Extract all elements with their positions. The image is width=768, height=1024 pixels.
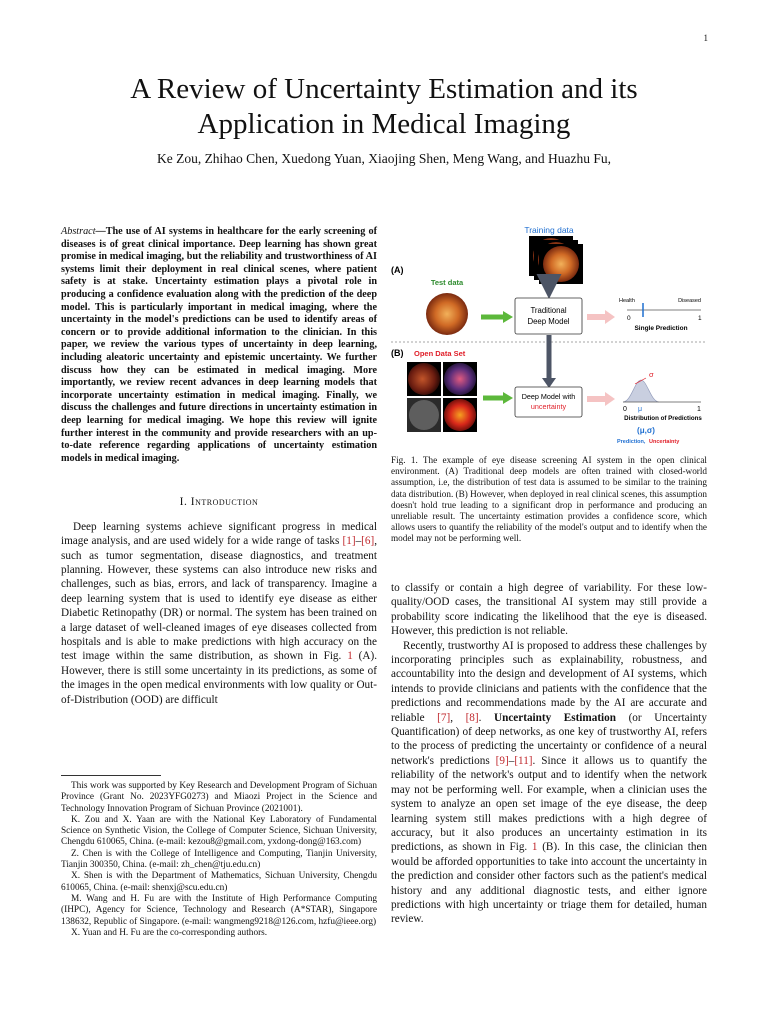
footnote: K. Zou and X. Yaan are with the National Key Laboratory of Fundamental Science on Synthetic Vision, the College of Computer Science, Sichuan University, Chengdu 610065, China. (e-mail: kezou8@gmail.com, yxdong-dong@163.com) — [61, 814, 377, 848]
distribution-axis-tick-0: 0 — [623, 406, 627, 413]
bold-term: Uncertainty Estimation — [494, 711, 616, 724]
citation-link[interactable]: [8] — [465, 711, 479, 724]
health-label: Health — [619, 298, 635, 304]
footnote: X. Shen is with the Department of Mathematics, Sichuan University, Chengdu 610065, China. (e-mail: shenxj@scu.edu.cn) — [61, 871, 377, 893]
uncertainty-model-line2: uncertainty — [530, 402, 567, 411]
section-number: I. — [179, 496, 188, 509]
section-title: Introduction — [190, 496, 259, 509]
traditional-model-line1: Traditional — [530, 306, 567, 315]
open-data-images — [407, 362, 477, 432]
panel-label-b: (B) — [391, 348, 404, 358]
footnote: This work was supported by Key Research and Development Program of Sichuan Province (Grant No. 2023YFG0273) and Miaozi Project in the Science and Technology Innovation Program of Sichuan Province (2021001). — [61, 781, 377, 814]
author-list: Ke Zou, Zhihao Chen, Xuedong Yuan, Xiaojing Shen, Meng Wang, and Huazhu Fu, — [156, 151, 612, 166]
training-data-label: Training data — [524, 225, 574, 235]
footnotes — [61, 775, 377, 939]
caption-label: Fig. 1. — [391, 455, 418, 465]
figure-1-diagram — [391, 222, 707, 444]
traditional-model-box — [515, 298, 582, 334]
citation-link[interactable]: [6] — [361, 535, 375, 548]
page-number: 1 — [703, 33, 708, 43]
distribution-axis-tick-1: 1 — [697, 406, 701, 413]
uncertainty-model-line1: Deep Model with — [521, 392, 576, 401]
abstract-label: Abstract — [61, 226, 96, 237]
left-column — [61, 226, 377, 707]
intro-paragraph: Deep learning systems achieve significant progress in medical image analysis, and are used widely for a wide range of tasks [1]–[6], such as tumor segmentation, disease diagnostics, and treatment planning. However, these systems can also introduce new risks and challenges, such as bias, errors, and lack of transparency. Imagine a deep learning system that is used to identify eye disease as either Diabetic Retinopathy (DR) or normal. The system has been trained on a large dataset of well-cleaned images of eye diseases collected from hospitals and is able to make predictions with high accuracy on the test image within the same distribution, as shown in Fig. 1 (A). However, there is still some uncertainty in its predictions, as some of the images in the open medical environments with low quality or Out-of-Distribution (OOD) are difficult — [61, 520, 377, 706]
footnote: Z. Chen is with the College of Intelligence and Computing, Tianjin University, Tianjin 300350, China. (e-mail: zh_chen@tju.edu.cn) — [61, 848, 377, 871]
prediction-axis-tick-0: 0 — [627, 315, 631, 322]
sigma-symbol: σ — [649, 370, 654, 379]
citation-link[interactable]: [7] — [437, 711, 451, 724]
citation-link[interactable]: [1] — [342, 535, 356, 548]
footnote: X. Yuan and H. Fu are the co-corresponding authors. — [71, 927, 268, 938]
abstract — [61, 226, 377, 465]
footnote-rule — [61, 775, 161, 776]
traditional-model-line2: Deep Model — [527, 317, 570, 326]
prediction-axis-tick-1: 1 — [698, 315, 702, 322]
distribution-label: Distribution of Predictions — [624, 415, 702, 422]
right-paragraph-1: to classify or contain a high degree of variability. For these low-quality/OOD cases, the transitional AI system may still provide a probability score indicating the likelihood that the eye is diseased. However, this prediction is not reliable. — [391, 582, 707, 638]
diseased-label: Diseased — [678, 298, 701, 304]
legend-uncertainty: Uncertainty — [649, 439, 680, 444]
test-data-label: Test data — [430, 278, 464, 287]
figure-link[interactable]: 1 — [347, 650, 353, 663]
caption-text: The example of eye disease screening AI system in the open clinical environment. (A) Traditional deep models are often trained with closed-world assumption, i.e, the distribution of test data is assumed to be similar to the training data distribution. (B) However, when deployed in real clinical scenes, this assumption doesn't hold true leading to a significant drop in performance and producing an unreliable result. The uncertainty estimation provides a confidence score, which allows users to quantify the reliability of the model's output and to identify when the model may not be performing well. — [391, 455, 708, 544]
title-line-1: A Review of Uncertainty Estimation and its — [130, 73, 638, 105]
legend-prediction: Prediction, — [617, 439, 646, 444]
citation-link[interactable]: [9] — [495, 754, 509, 767]
test-image — [426, 293, 468, 335]
mu-sigma-label: (μ,σ) — [637, 426, 655, 435]
single-prediction-label: Single Prediction — [634, 325, 688, 332]
panel-label-a: (A) — [391, 265, 404, 275]
figure-1 — [391, 222, 707, 444]
right-column-text — [391, 581, 707, 927]
section-heading-introduction — [61, 495, 377, 509]
open-data-set-label: Open Data Set — [414, 349, 466, 358]
training-images — [529, 236, 583, 284]
paper-title — [0, 72, 768, 142]
figure-link[interactable]: 1 — [531, 841, 538, 854]
figure-caption — [391, 455, 707, 545]
footnote: M. Wang and H. Fu are with the Institute of High Performance Computing (IHPC), Agency for Science, Technology and Research (A*STAR), Singapore 138632, Republic of Singapore. (e-mail: wangmeng9218@126.com, hzfu@ieee.org) — [61, 893, 377, 927]
title-line-2: Application in Medical Imaging — [197, 108, 571, 140]
abstract-text: —The use of AI systems in healthcare for the early screening of diseases is of great clinical importance. Deep learning has shown great promise in medical imaging, but the reliability and trustworthiness of AI systems limit their deployment in real clinical scenes, where patient safety is at stake. Uncertainty estimation plays a pivotal role in producing a confidence evaluation along with the prediction of the deep model. This is particularly important in medical imaging, where the uncertainty in the model's predictions can be used to identify areas of concern or to provide additional information to the clinician. In this paper, we review the various types of uncertainty in deep learning, including aleatoric uncertainty and epistemic uncertainty. We further discuss how they can be estimated in medical imaging. More importantly, we review recent advances in deep learning models that incorporate uncertainty estimation in medical imaging. Finally, we discuss the challenges and future directions in uncertainty estimation in deep learning for medical imaging. We hope this review will ignite further interest in the community and provide researchers with an up-to-date reference regarding applications of uncertainty estimation models in medical imaging. — [61, 226, 377, 464]
mu-symbol: μ — [638, 406, 643, 413]
right-paragraph-2: Recently, trustworthy AI is proposed to address these challenges by incorporating principles such as explainability, robustness, and accountability into the design and development of AI systems, which intends to provide clinicians and patients with the confidence that the predictions and recommendations made by the AI are accurate and reliable [7], [8]. Uncertainty Estimation (or Uncertainty Quantification) of deep networks, as one key of trustworthy AI, refers to the process of predicting the uncertainty or confidence of a neural network's predictions [9]–[11]. Since it allows us to quantify the reliability of the network's output and to identify when the network may not be performing well. For example, when a clinician uses the system to analyze an open set image of the eye disease, the deep learning system still makes predictions with a high degree of accuracy, but it also produces an uncertainty estimation in its predictions, as shown in Fig. 1 (B). In this case, the clinician then would be afforded opportunities to take into account the uncertainty in the prediction and consider other factors such as the patient's medical history and any additional diagnostic tests, and either ignore predictions with high uncertainty or triage them for detailed, human review. — [391, 639, 708, 926]
distribution-curve — [623, 380, 659, 402]
citation-link[interactable]: [11] — [514, 754, 533, 767]
